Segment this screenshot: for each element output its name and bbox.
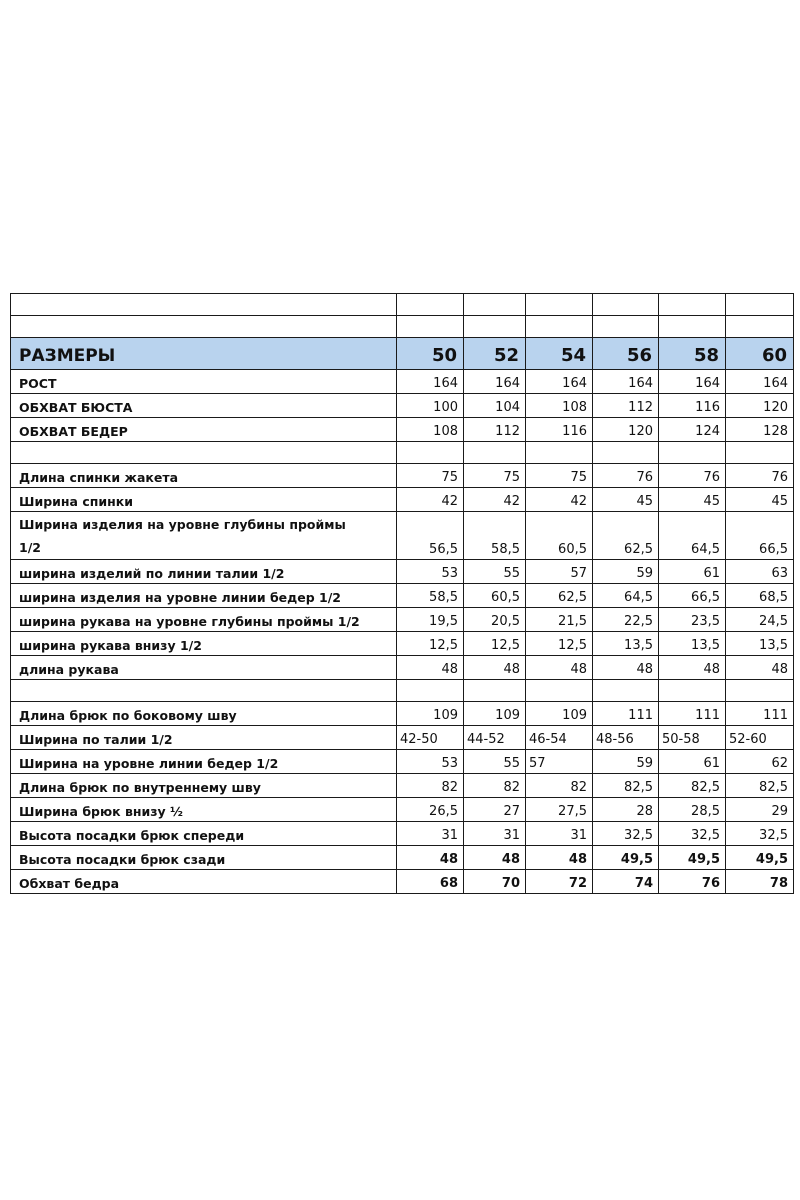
sizes-header-label: РАЗМЕРЫ <box>11 338 397 370</box>
cell-value: 55 <box>464 750 526 774</box>
cell-value: 82 <box>526 774 593 798</box>
cell-value: 63 <box>726 560 794 584</box>
empty-row <box>11 294 794 316</box>
empty-row <box>11 680 794 702</box>
cell-value: 64,5 <box>659 512 726 560</box>
table-row <box>11 608 794 632</box>
table-row <box>11 798 794 822</box>
cell-value: 82,5 <box>726 774 794 798</box>
cell-value: 164 <box>726 370 794 394</box>
cell-value: 22,5 <box>593 608 659 632</box>
cell-value: 109 <box>464 702 526 726</box>
cell-value: 50-58 <box>659 726 726 750</box>
cell-value: 164 <box>659 370 726 394</box>
sizes-header-row <box>11 338 794 370</box>
size-52: 52 <box>464 338 526 370</box>
cell-value: 48 <box>397 656 464 680</box>
table-row <box>11 488 794 512</box>
cell-value: 31 <box>464 822 526 846</box>
cell-value: 112 <box>593 394 659 418</box>
cell-value: 75 <box>526 464 593 488</box>
table-row <box>11 702 794 726</box>
cell-value: 60,5 <box>464 584 526 608</box>
cell-value: 72 <box>526 870 593 894</box>
cell-value: 42 <box>464 488 526 512</box>
cell-value: 109 <box>526 702 593 726</box>
size-50: 50 <box>397 338 464 370</box>
cell-value: 49,5 <box>593 846 659 870</box>
table-row <box>11 560 794 584</box>
row-label: РОСТ <box>11 370 397 394</box>
size-56: 56 <box>593 338 659 370</box>
cell-value: 57 <box>526 560 593 584</box>
cell-value: 42 <box>526 488 593 512</box>
table-row <box>11 464 794 488</box>
cell-value: 28 <box>593 798 659 822</box>
cell-value: 116 <box>659 394 726 418</box>
cell-value: 48 <box>464 656 526 680</box>
cell-value: 120 <box>726 394 794 418</box>
cell-value: 48-56 <box>593 726 659 750</box>
row-label: Высота посадки брюк сзади <box>11 846 397 870</box>
row-label: Обхват бедра <box>11 870 397 894</box>
cell-value: 48 <box>464 846 526 870</box>
cell-value: 62,5 <box>526 584 593 608</box>
cell-value: 60,5 <box>526 512 593 560</box>
cell-value: 62 <box>726 750 794 774</box>
table-row <box>11 774 794 798</box>
cell-value: 59 <box>593 750 659 774</box>
cell-value: 56,5 <box>397 512 464 560</box>
cell-value: 53 <box>397 750 464 774</box>
cell-value: 12,5 <box>526 632 593 656</box>
table-row <box>11 370 794 394</box>
cell-value: 21,5 <box>526 608 593 632</box>
row-label-line2: 1/2 <box>19 540 41 555</box>
cell-value: 48 <box>526 846 593 870</box>
cell-value: 61 <box>659 750 726 774</box>
cell-value: 48 <box>726 656 794 680</box>
row-label: Длина брюк по внутреннему шву <box>11 774 397 798</box>
row-label: Ширина по талии 1/2 <box>11 726 397 750</box>
row-label: ОБХВАТ БЕДЕР <box>11 418 397 442</box>
cell-value: 20,5 <box>464 608 526 632</box>
table-row <box>11 846 794 870</box>
cell-value: 48 <box>397 846 464 870</box>
empty-row <box>11 442 794 464</box>
cell-value: 111 <box>659 702 726 726</box>
cell-value: 27 <box>464 798 526 822</box>
cell-value: 62,5 <box>593 512 659 560</box>
cell-value: 32,5 <box>593 822 659 846</box>
size-58: 58 <box>659 338 726 370</box>
cell-value: 82 <box>464 774 526 798</box>
cell-value: 48 <box>526 656 593 680</box>
cell-value: 82,5 <box>659 774 726 798</box>
cell-value: 82,5 <box>593 774 659 798</box>
row-label: Ширина спинки <box>11 488 397 512</box>
table-row <box>11 394 794 418</box>
cell-value: 58,5 <box>464 512 526 560</box>
row-label: ширина рукава внизу 1/2 <box>11 632 397 656</box>
cell-value: 58,5 <box>397 584 464 608</box>
cell-value: 45 <box>726 488 794 512</box>
cell-value: 82 <box>397 774 464 798</box>
cell-value: 66,5 <box>659 584 726 608</box>
cell-value: 48 <box>593 656 659 680</box>
table-row <box>11 656 794 680</box>
cell-value: 27,5 <box>526 798 593 822</box>
table-row <box>11 632 794 656</box>
cell-value: 76 <box>593 464 659 488</box>
empty-row <box>11 316 794 338</box>
table-row <box>11 584 794 608</box>
cell-value: 23,5 <box>659 608 726 632</box>
cell-value: 76 <box>726 464 794 488</box>
cell-value: 57 <box>526 750 593 774</box>
cell-value: 53 <box>397 560 464 584</box>
cell-value: 28,5 <box>659 798 726 822</box>
table-row <box>11 418 794 442</box>
cell-value: 12,5 <box>397 632 464 656</box>
cell-value: 59 <box>593 560 659 584</box>
cell-value: 46-54 <box>526 726 593 750</box>
cell-value: 44-52 <box>464 726 526 750</box>
cell-value: 108 <box>526 394 593 418</box>
cell-value: 29 <box>726 798 794 822</box>
cell-value: 111 <box>726 702 794 726</box>
cell-value: 104 <box>464 394 526 418</box>
cell-value: 31 <box>397 822 464 846</box>
row-label: Длина спинки жакета <box>11 464 397 488</box>
cell-value: 49,5 <box>659 846 726 870</box>
row-label: длина рукава <box>11 656 397 680</box>
cell-value: 70 <box>464 870 526 894</box>
row-label: ОБХВАТ БЮСТА <box>11 394 397 418</box>
cell-value: 112 <box>464 418 526 442</box>
table-row <box>11 870 794 894</box>
size-54: 54 <box>526 338 593 370</box>
cell-value: 61 <box>659 560 726 584</box>
cell-value: 68,5 <box>726 584 794 608</box>
cell-value: 19,5 <box>397 608 464 632</box>
cell-value: 52-60 <box>726 726 794 750</box>
table-row <box>11 822 794 846</box>
row-label-line1: Ширина изделия на уровне глубины проймы <box>19 517 346 532</box>
cell-value: 100 <box>397 394 464 418</box>
cell-value: 75 <box>464 464 526 488</box>
table-row <box>11 750 794 774</box>
row-label: Высота посадки брюк спереди <box>11 822 397 846</box>
cell-value: 32,5 <box>726 822 794 846</box>
cell-value: 48 <box>659 656 726 680</box>
cell-value: 31 <box>526 822 593 846</box>
cell-value: 26,5 <box>397 798 464 822</box>
row-label <box>11 512 397 560</box>
table-row <box>11 512 794 560</box>
cell-value: 68 <box>397 870 464 894</box>
cell-value: 164 <box>593 370 659 394</box>
cell-value: 128 <box>726 418 794 442</box>
cell-value: 75 <box>397 464 464 488</box>
cell-value: 109 <box>397 702 464 726</box>
cell-value: 74 <box>593 870 659 894</box>
cell-value: 111 <box>593 702 659 726</box>
cell-value: 42-50 <box>397 726 464 750</box>
cell-value: 45 <box>659 488 726 512</box>
cell-value: 13,5 <box>593 632 659 656</box>
row-label: Ширина на уровне линии бедер 1/2 <box>11 750 397 774</box>
cell-value: 13,5 <box>659 632 726 656</box>
cell-value: 120 <box>593 418 659 442</box>
cell-value: 164 <box>526 370 593 394</box>
row-label: ширина изделий по линии талии 1/2 <box>11 560 397 584</box>
cell-value: 42 <box>397 488 464 512</box>
row-label: ширина рукава на уровне глубины проймы 1/2 <box>11 608 397 632</box>
cell-value: 164 <box>397 370 464 394</box>
cell-value: 55 <box>464 560 526 584</box>
row-label: ширина изделия на уровне линии бедер 1/2 <box>11 584 397 608</box>
cell-value: 116 <box>526 418 593 442</box>
row-label: Ширина брюк внизу ½ <box>11 798 397 822</box>
cell-value: 64,5 <box>593 584 659 608</box>
table-row <box>11 726 794 750</box>
size-60: 60 <box>726 338 794 370</box>
cell-value: 45 <box>593 488 659 512</box>
cell-value: 12,5 <box>464 632 526 656</box>
cell-value: 124 <box>659 418 726 442</box>
cell-value: 76 <box>659 464 726 488</box>
cell-value: 24,5 <box>726 608 794 632</box>
cell-value: 164 <box>464 370 526 394</box>
cell-value: 66,5 <box>726 512 794 560</box>
cell-value: 32,5 <box>659 822 726 846</box>
row-label: Длина брюк по боковому шву <box>11 702 397 726</box>
cell-value: 78 <box>726 870 794 894</box>
size-table <box>10 293 794 894</box>
cell-value: 13,5 <box>726 632 794 656</box>
cell-value: 76 <box>659 870 726 894</box>
cell-value: 108 <box>397 418 464 442</box>
cell-value: 49,5 <box>726 846 794 870</box>
